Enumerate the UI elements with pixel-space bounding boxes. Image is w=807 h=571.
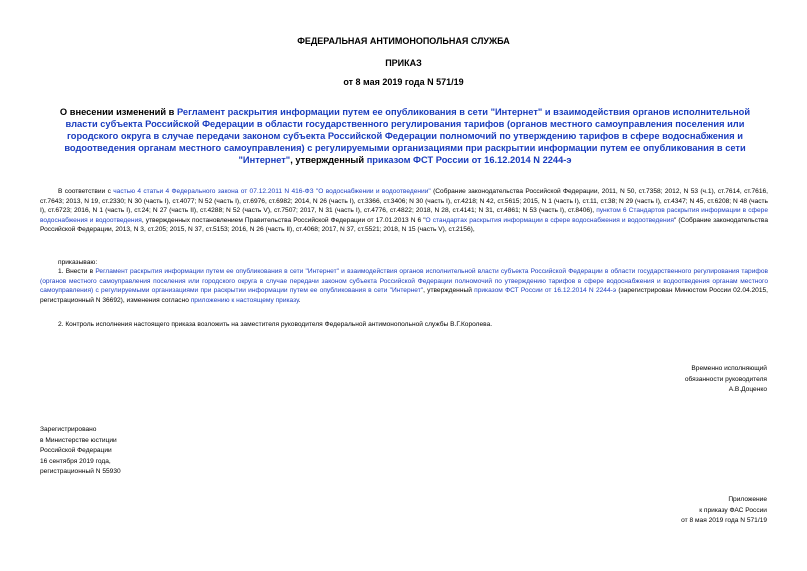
registration-line: 16 сентября 2019 года, [40, 457, 111, 465]
preamble-text: В соответствии с [58, 188, 114, 195]
title-link-order[interactable]: приказом ФСТ России от 16.12.2014 N 2244-э [366, 155, 572, 165]
agency-name: ФЕДЕРАЛЬНАЯ АНТИМОНОПОЛЬНАЯ СЛУЖБА [297, 36, 510, 46]
appendix-line: от 8 мая 2019 года N 571/19 [681, 517, 767, 524]
paragraph-item-1 [40, 267, 768, 305]
registration-block [40, 425, 121, 478]
link-federal-law[interactable]: частью 4 статьи 4 Федерального закона от 07.12.2011 N 416-ФЗ "О водоснабжении и водоотведении" [113, 188, 431, 195]
link-standards-resolution[interactable]: О стандартах раскрытия информации в сфере водоснабжения и водоотведения [425, 216, 674, 224]
link-regulation[interactable]: Регламент раскрытия информации путем ее опубликования в сети "Интернет" и взаимодействия органов исполнительной власти субъекта Российской Федерации в области государственного регулирования тарифов (органов местного самоуправления поселения или городского округа в случае передачи законом субъекта Российской Федерации полномочий по утверждению тарифов в сфере водоснабжения и водоотведения органам местного самоуправления) с регулируемыми организациями при раскрытии информации путем ее опубликования в сети "Интернет" [40, 268, 768, 295]
item-text: 1. Внести в [58, 268, 96, 275]
item-text: . [298, 296, 301, 304]
title-text: , утвержденный [290, 155, 367, 165]
paragraph-item-2: 2. Контроль исполнения настоящего приказа возложить на заместителя руководителя Федеральной антимонопольной службы В.Г.Королева. [58, 321, 493, 328]
document-title [55, 106, 755, 166]
link-appendix[interactable]: приложению к настоящему приказу [190, 296, 299, 304]
signature-line: обязанности руководителя [684, 375, 767, 383]
registration-line: Зарегистрировано [40, 426, 97, 433]
title-link-regulation[interactable]: Регламент раскрытия информации путем ее опубликования в сети "Интернет" и взаимодействия органов исполнительной власти субъекта Российской Федерации в области государственного регулирования тарифов (органов местного самоуправления поселения или городского округа в случае передачи законом субъекта Российской Федерации полномочий по утверждению тарифов в сфере водоснабжения и водоотведения органам местного самоуправления) с регулируемыми организациями при раскрытии информации путем ее опубликования в сети "Интернет" [64, 107, 751, 165]
signature-name: А.В.Доценко [728, 386, 767, 393]
appendix-line: Приложение [728, 496, 767, 503]
paragraph-preamble [40, 187, 768, 235]
document-type: ПРИКАЗ [385, 58, 422, 68]
preamble-text: , утвержденных постановлением Правительства Российской Федерации от 17.01.2013 N 6 " [141, 216, 426, 224]
appendix-block [681, 495, 767, 527]
paragraph-order-word: приказываю: [58, 259, 98, 266]
signature-line: Временно исполняющий [691, 365, 767, 372]
appendix-line: к приказу ФАС России [699, 506, 767, 514]
registration-line: регистрационный N 55930 [40, 468, 121, 475]
signature-block [685, 364, 767, 396]
item-text: (зарегистрирован Минюстом России 02.04.2015, регистрационный N 36692), изменения согласно [40, 287, 769, 304]
preamble-text: " (Собрание законодательства Российской Федерации, 2013, N 3, ст.205; 2015, N 37, ст.5153; 2016, N 26 (часть II), ст.4068; 2017, N 37, ст.5521; 2018, N 15 (часть V), ст.2156), [40, 216, 769, 234]
registration-line: Российской Федерации [40, 447, 112, 454]
title-text: О внесении изменений в [59, 107, 177, 117]
document-date-number: от 8 мая 2019 года N 571/19 [343, 77, 464, 87]
preamble-text: (Собрание законодательства Российской Федерации, 2011, N 50, ст.7358; 2012, N 53 (ч.1), ст.7614, ст.7616, ст.7643; 2013, N 19, ст.2330; N 30 (часть I), ст.4077; N 52 (часть I), ст.6976, ст.6982; 2014, N 26 (часть I), ст.3366, ст.3406; N 30 (часть I), ст.4218; N 42, ст.5615; 2015, N 1 (часть I), ст.11, ст.38; N 29 (часть I), ст.4347; N 45, ст.6208; N 48 (часть I), ст.6723; 2016, N 1 (часть I), ст.24; N 27 (часть II), ст.4288; N 52 (часть V), ст.7507; 2017, N 31 (часть I), ст.4776, ст.4822; 2018, N 28, ст.4141; N 31, ст.4861; N 53 (часть I), ст.8406), [40, 188, 768, 215]
item-text: , утвержденный [423, 287, 475, 295]
link-fst-order[interactable]: приказом ФСТ России от 16.12.2014 N 2244-э [474, 287, 617, 295]
link-standards-item[interactable]: пунктом 6 Стандартов раскрытия информации в сфере водоснабжения и водоотведения [40, 207, 768, 224]
registration-line: в Министерстве юстиции [40, 436, 117, 444]
